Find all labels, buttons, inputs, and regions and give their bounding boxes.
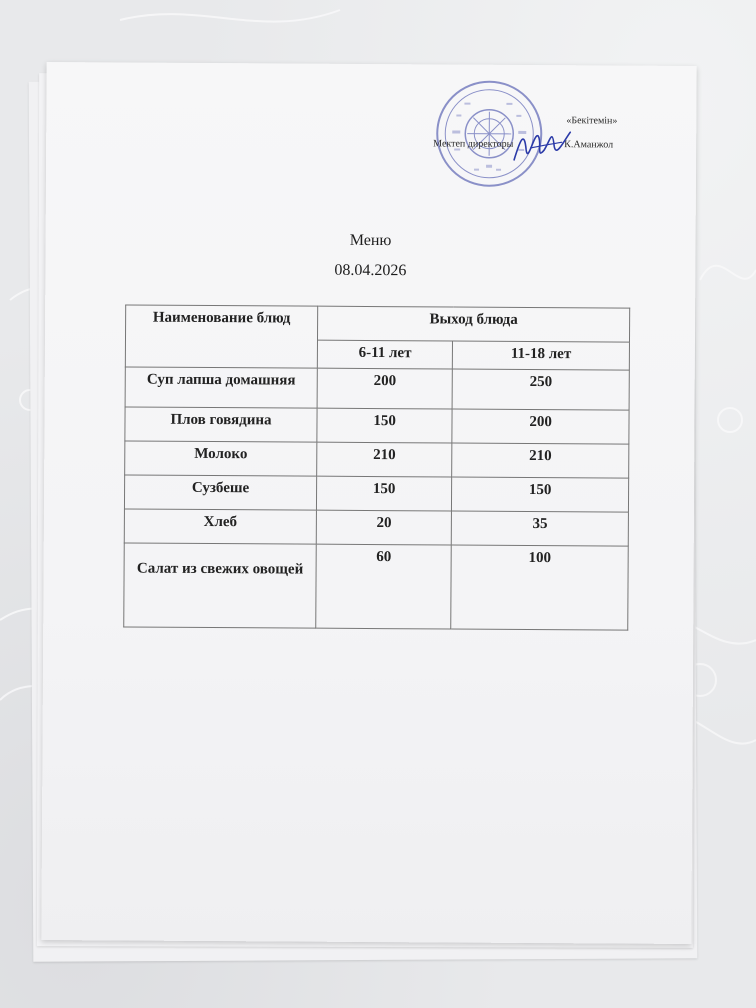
header-dish-name: Наименование блюд	[125, 305, 317, 368]
dish-name: Хлеб	[124, 509, 316, 544]
table-row	[125, 441, 629, 478]
header-age-6-11: 6-11 лет	[317, 340, 452, 369]
portion-11-18: 150	[452, 477, 629, 512]
portion-6-11: 200	[317, 368, 452, 409]
document-date: 08.04.2026	[334, 261, 407, 280]
handwritten-signature	[506, 120, 576, 170]
portion-11-18: 210	[452, 443, 629, 478]
menu-document	[41, 62, 696, 944]
portion-11-18: 200	[452, 409, 629, 444]
document-title: Меню	[349, 231, 392, 250]
portion-6-11: 150	[317, 408, 452, 443]
dish-name: Сузбеше	[124, 475, 316, 510]
director-label: Мектеп директоры	[433, 138, 514, 150]
portion-11-18: 250	[452, 369, 629, 410]
approval-label: «Бекітемін»	[566, 115, 618, 127]
dish-name: Плов говядина	[125, 407, 317, 442]
table-row	[124, 509, 628, 546]
portion-6-11: 60	[316, 544, 452, 629]
portion-6-11: 20	[316, 510, 451, 545]
table-row	[124, 475, 628, 512]
portion-11-18: 100	[451, 545, 628, 630]
dish-name: Молоко	[125, 441, 317, 476]
dish-name: Суп лапша домашняя	[125, 367, 317, 408]
portion-11-18: 35	[451, 511, 628, 546]
table-header-row	[125, 305, 629, 342]
table-row	[124, 543, 629, 630]
header-age-11-18: 11-18 лет	[453, 341, 630, 370]
table-row	[125, 407, 629, 444]
director-name: К.Аманжол	[564, 139, 614, 151]
header-portion-output: Выход блюда	[317, 306, 629, 342]
menu-table	[123, 305, 630, 631]
portion-6-11: 150	[316, 476, 451, 511]
table-row	[125, 367, 629, 410]
portion-6-11: 210	[317, 442, 452, 477]
dish-name: Салат из свежих овощей	[124, 543, 317, 628]
